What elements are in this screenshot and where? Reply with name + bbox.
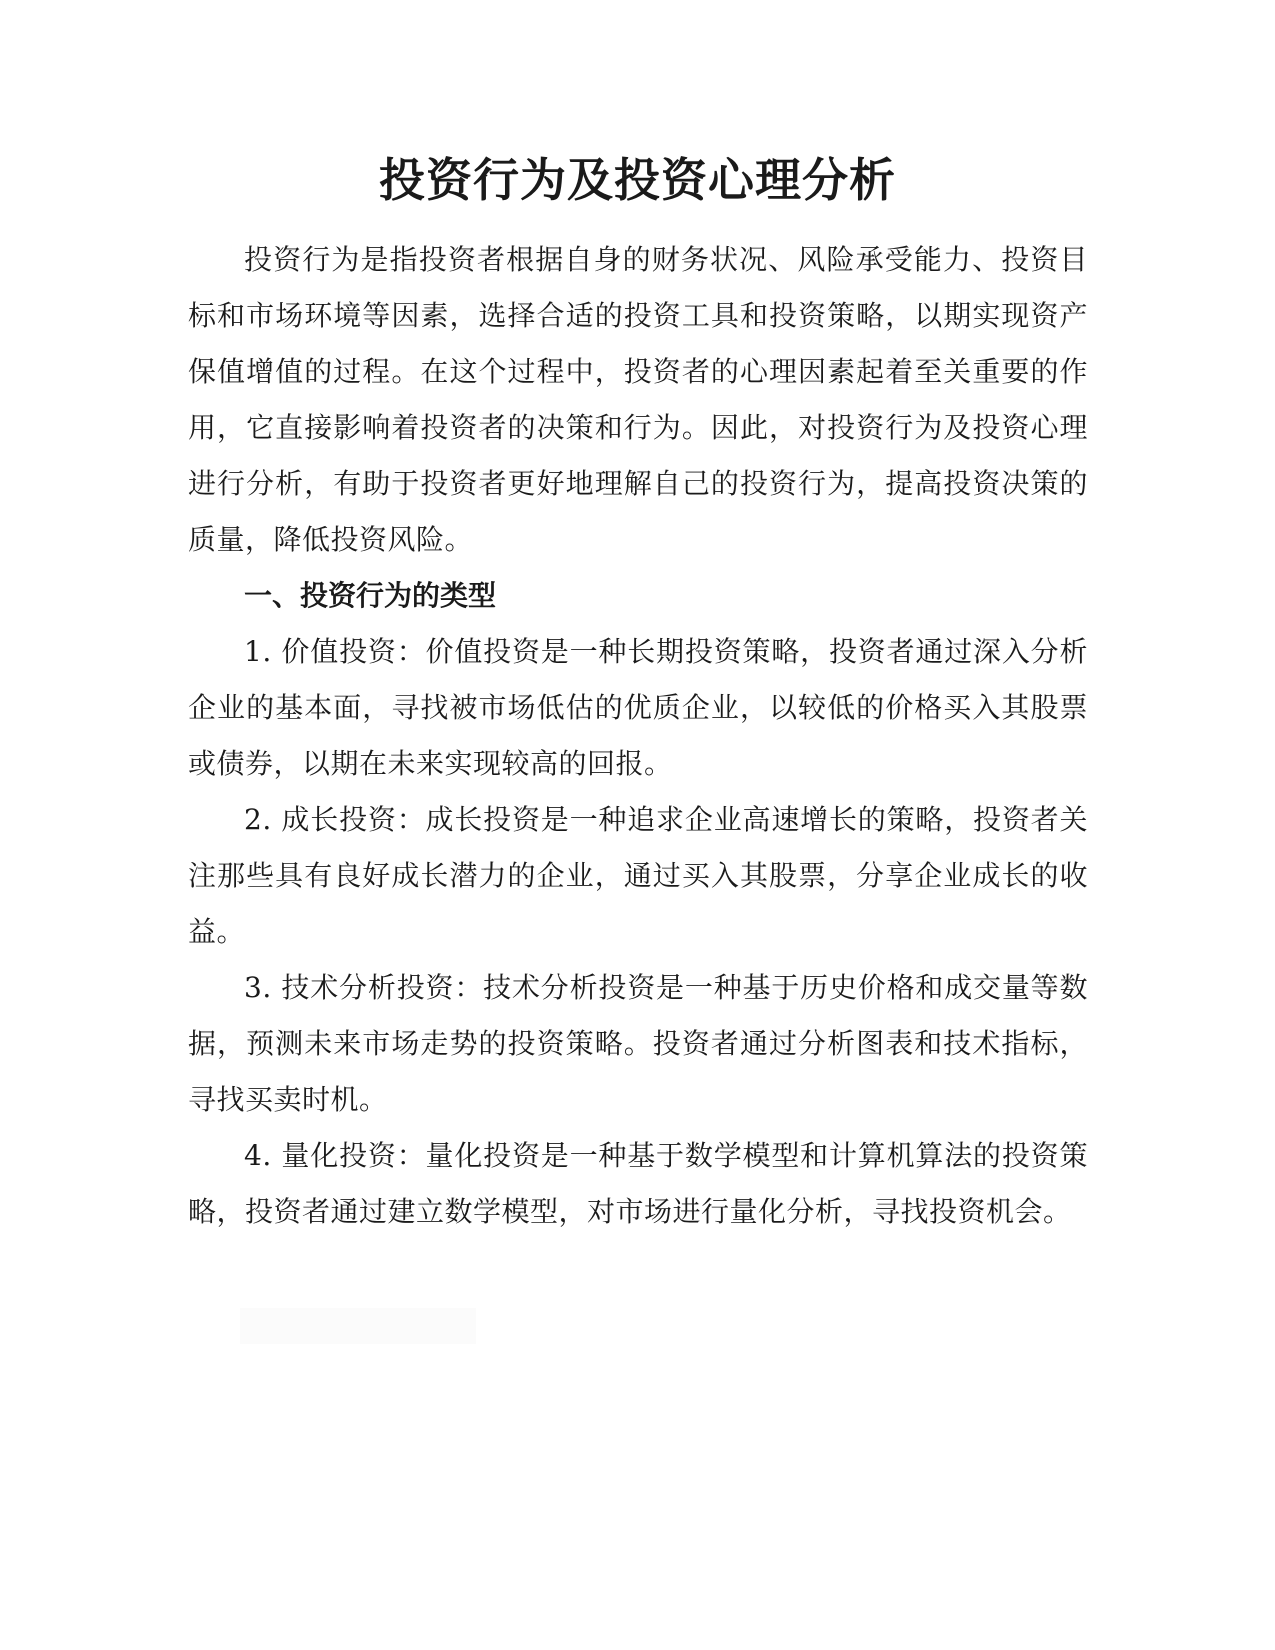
list-item-technical-investing: 3. 技术分析投资：技术分析投资是一种基于历史价格和成交量等数据，预测未来市场走势的投资策略。投资者通过分析图表和技术指标，寻找买卖时机。 <box>188 971 1088 1116</box>
intro-paragraph: 投资行为是指投资者根据自身的财务状况、风险承受能力、投资目标和市场环境等因素，选择合适的投资工具和投资策略，以期实现资产保值增值的过程。在这个过程中，投资者的心理因素起着至关重要的作用，它直接影响着投资者的决策和行为。因此，对投资行为及投资心理进行分析，有助于投资者更好地理解自己的投资行为，提高投资决策的质量，降低投资风险。 <box>188 243 1088 556</box>
list-item-growth-investing: 2. 成长投资：成长投资是一种追求企业高速增长的策略，投资者关注那些具有良好成长潜力的企业，通过买入其股票，分享企业成长的收益。 <box>188 803 1088 948</box>
faint-scan-mark <box>240 1308 476 1344</box>
list-item-quant-investing: 4. 量化投资：量化投资是一种基于数学模型和计算机算法的投资策略，投资者通过建立数学模型，对市场进行量化分析，寻找投资机会。 <box>188 1139 1088 1228</box>
document-title: 投资行为及投资心理分析 <box>379 153 896 207</box>
document-body <box>188 232 1088 1240</box>
section-heading: 一、投资行为的类型 <box>244 579 497 612</box>
list-item-value-investing: 1. 价值投资：价值投资是一种长期投资策略，投资者通过深入分析企业的基本面，寻找被市场低估的优质企业，以较低的价格买入其股票或债券，以期在未来实现较高的回报。 <box>188 635 1088 780</box>
